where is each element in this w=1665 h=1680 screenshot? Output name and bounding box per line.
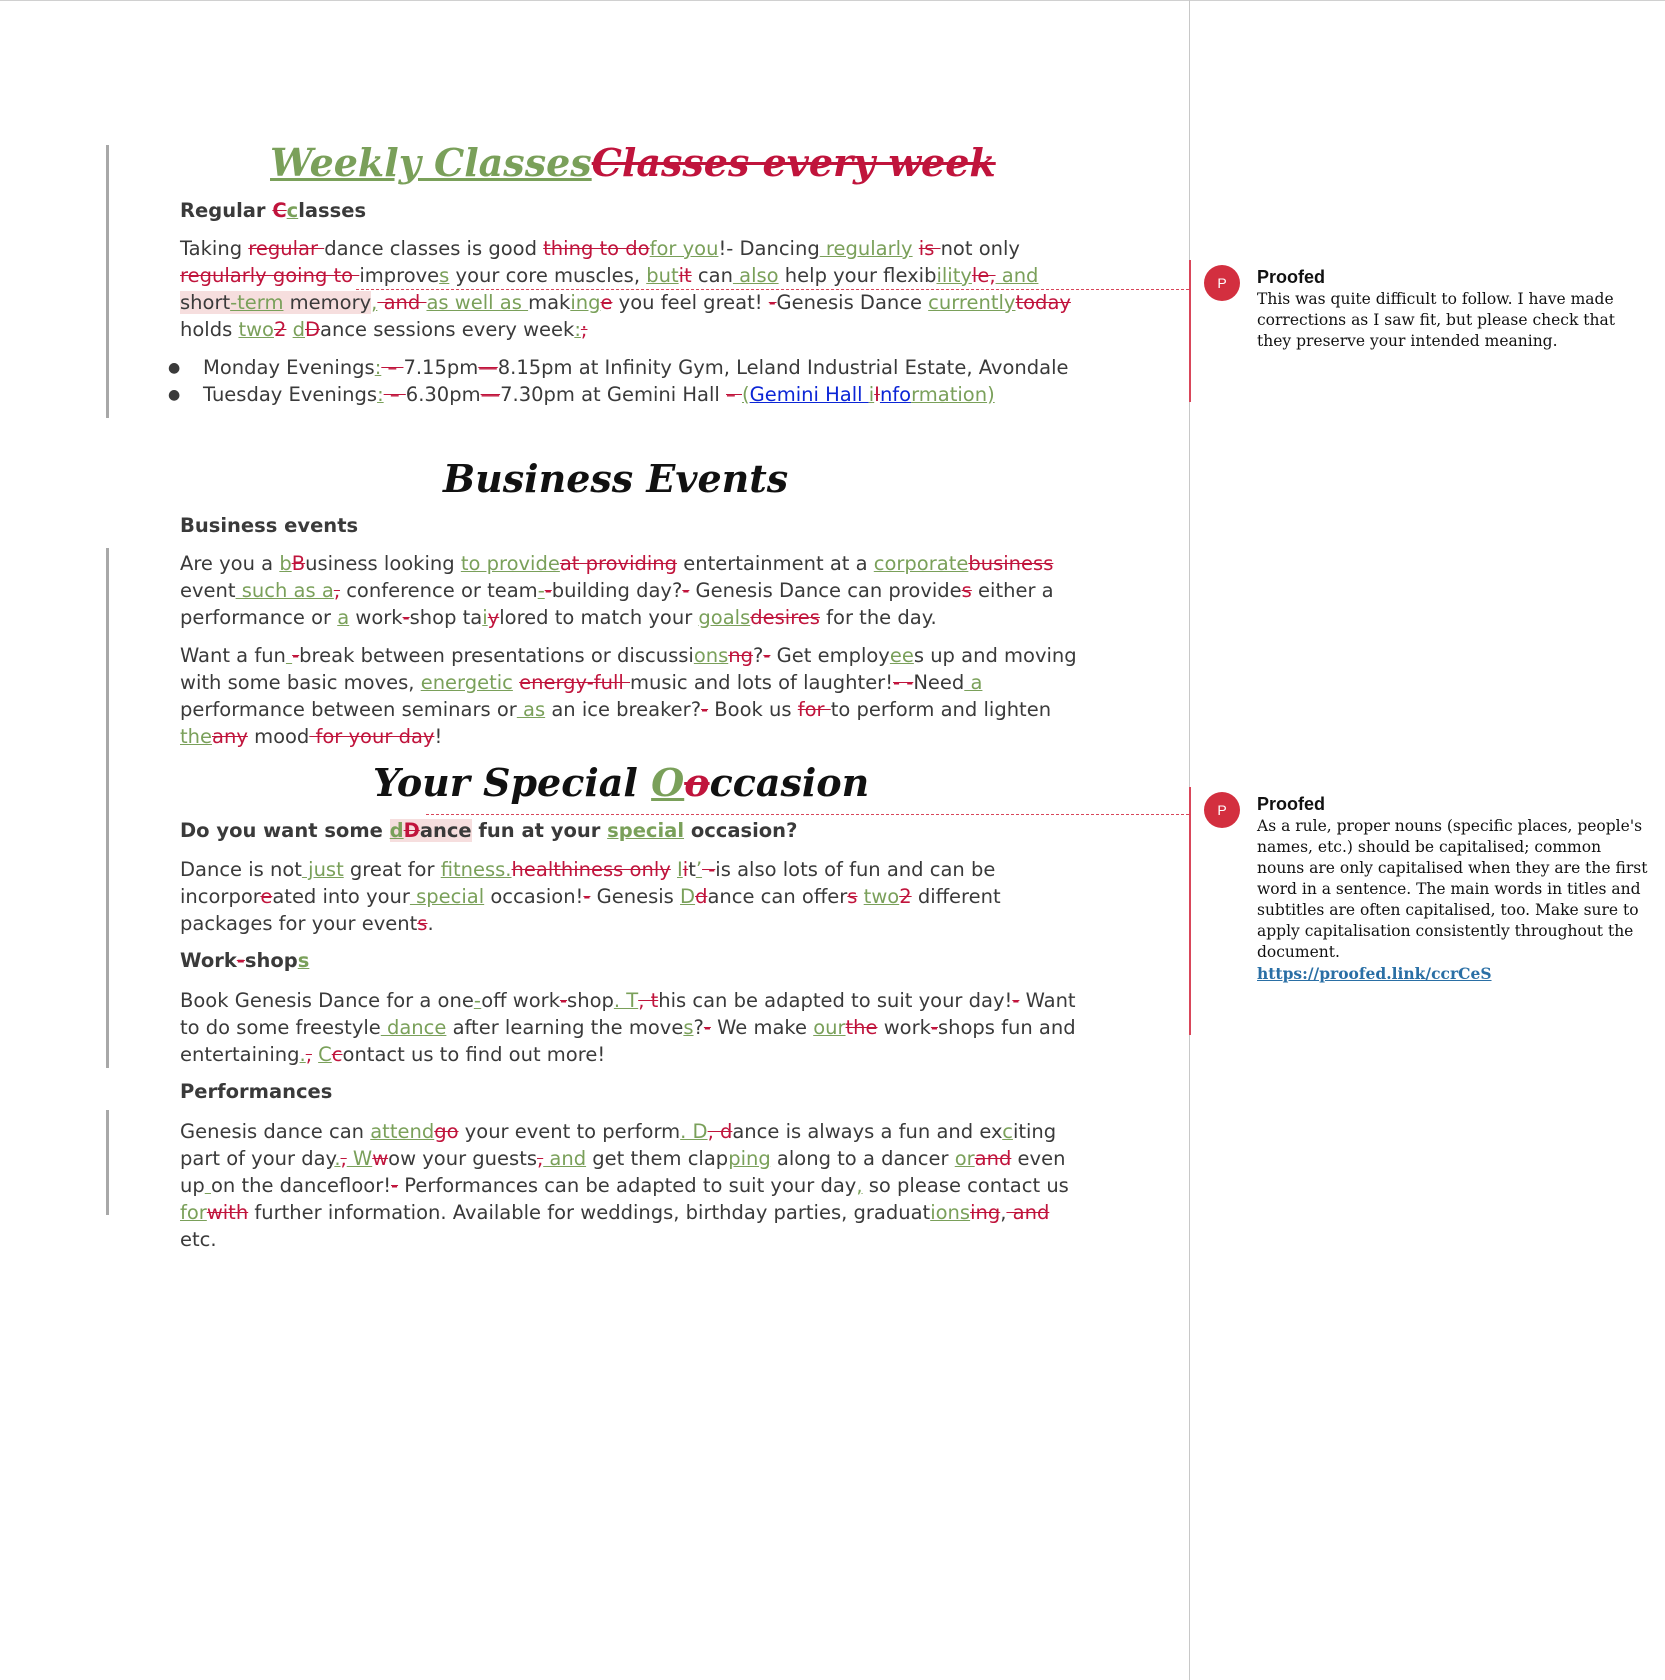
paragraph-line: part of your day., Wwow your guests, and get them clapping along to a dancer orand even: [180, 1147, 1066, 1170]
paragraph-line: regularly going to improves your core muscles, butit can also help your flexibilityle, and: [180, 264, 1039, 287]
comment-link[interactable]: https://proofed.link/ccrCeS: [1257, 964, 1492, 983]
paragraph-line: event such as a, conference or team--building day?- Genesis Dance can provides either a: [180, 579, 1054, 602]
comment-connector: [356, 289, 1189, 290]
paragraph-line: packages for your events.: [180, 912, 434, 935]
subtitle-business-events: Business events: [180, 514, 359, 537]
commented-text[interactable]: dDance: [389, 819, 472, 842]
subtitle-dance-fun: Do you want some dDance fun at your special occasion?: [180, 819, 798, 842]
comment-connector: [426, 814, 1189, 815]
commented-text[interactable]: short-term memory: [180, 291, 372, 314]
paragraph-line: theany mood for your day!: [180, 725, 443, 748]
gemini-hall-link[interactable]: Gemini Hall: [749, 383, 869, 406]
paragraph-line: short-term memory, and as well as makinge you feel great! -Genesis Dance currentlytoday: [180, 291, 1071, 314]
subtitle-regular-classes: Regular Cclasses: [180, 199, 367, 222]
paragraph-line: Book Genesis Dance for a one-off work-shop. T, this can be adapted to suit your day!- Want: [180, 989, 1076, 1012]
comment-author: Proofed: [1257, 794, 1326, 814]
paragraph-line: incorporeated into your special occasion!- Genesis Ddance can offers two2 different: [180, 885, 1001, 908]
bullet-dot: ●: [168, 387, 181, 403]
section-title-special-occasion: Your Special Ooccasion: [373, 760, 870, 805]
paragraph-line: Are you a bBusiness looking to provideat providing entertainment at a corporatebusiness: [180, 552, 1054, 575]
paragraph-line: Dance is not just great for fitness.healthiness only Iit’ -is also lots of fun and can be: [180, 858, 996, 881]
subtitle-workshops: Work-shops: [180, 949, 310, 972]
section-title-business-events: Business Events: [443, 456, 789, 501]
paragraph-line: up on the dancefloor!- Performances can be adapted to suit your day, so please contact us: [180, 1174, 1069, 1197]
insertion: Weekly Classes: [270, 140, 592, 185]
comment-bar: [1189, 787, 1191, 1035]
comment-bar: [1189, 260, 1191, 402]
paragraph-line: holds two2 dDance sessions every week:;: [180, 318, 588, 341]
change-bar: [106, 1110, 109, 1215]
subtitle-performances: Performances: [180, 1080, 333, 1103]
avatar[interactable]: P: [1204, 265, 1240, 301]
bullet-item-tuesday: Tuesday Evenings: – 6.30pm—7.30pm at Gemini Hall – (Gemini Hall iInformation): [203, 383, 995, 406]
section-title-weekly-classes: [270, 140, 996, 185]
avatar[interactable]: P: [1204, 792, 1240, 828]
paragraph-line: Genesis dance can attendgo your event to perform. D, dance is always a fun and exciting: [180, 1120, 1057, 1143]
paragraph-line: performance or a work-shop taiylored to match your goalsdesires for the day.: [180, 606, 937, 629]
paragraph-line: forwith further information. Available for weddings, birthday parties, graduationsing, and: [180, 1201, 1050, 1224]
paragraph-line: etc.: [180, 1228, 217, 1251]
bullet-item-monday: Monday Evenings: – 7.15pm—8.15pm at Infinity Gym, Leland Industrial Estate, Avondale: [203, 356, 1069, 379]
paragraph-line: to do some freestyle dance after learning the moves?- We make ourthe work-shops fun and: [180, 1016, 1076, 1039]
comment-text: This was quite difficult to follow. I have made corrections as I saw fit, but please check that they preserve your intended meaning.: [1257, 290, 1615, 350]
change-bar: [106, 145, 109, 418]
paragraph-line: with some basic moves, energetic energy-full music and lots of laughter!- -Need a: [180, 671, 983, 694]
paragraph-line: Want a fun -break between presentations or discussionsng?- Get employees up and moving: [180, 644, 1077, 667]
comment-text: As a rule, proper nouns (specific places, people's names, etc.) should be capitalised; common nouns are only capitalised when they are the first word in a sentence. The main words in titles and subtitles are often capitalised, too. Make sure to apply capitalisation consistently throughout the document. https://proofed.link/ccrCeS: [1257, 817, 1648, 983]
top-border: [0, 0, 1665, 1]
change-bar: [106, 548, 109, 1068]
comment-author: Proofed: [1257, 267, 1326, 287]
paragraph-line: Taking regular dance classes is good thing to dofor you!- Dancing regularly is not only: [180, 237, 1020, 260]
paragraph-line: performance between seminars or as an ice breaker?- Book us for to perform and lighten: [180, 698, 1052, 721]
deletion: Classes every week: [591, 140, 996, 185]
paragraph-line: entertaining., Ccontact us to find out more!: [180, 1043, 606, 1066]
bullet-dot: ●: [168, 360, 181, 376]
